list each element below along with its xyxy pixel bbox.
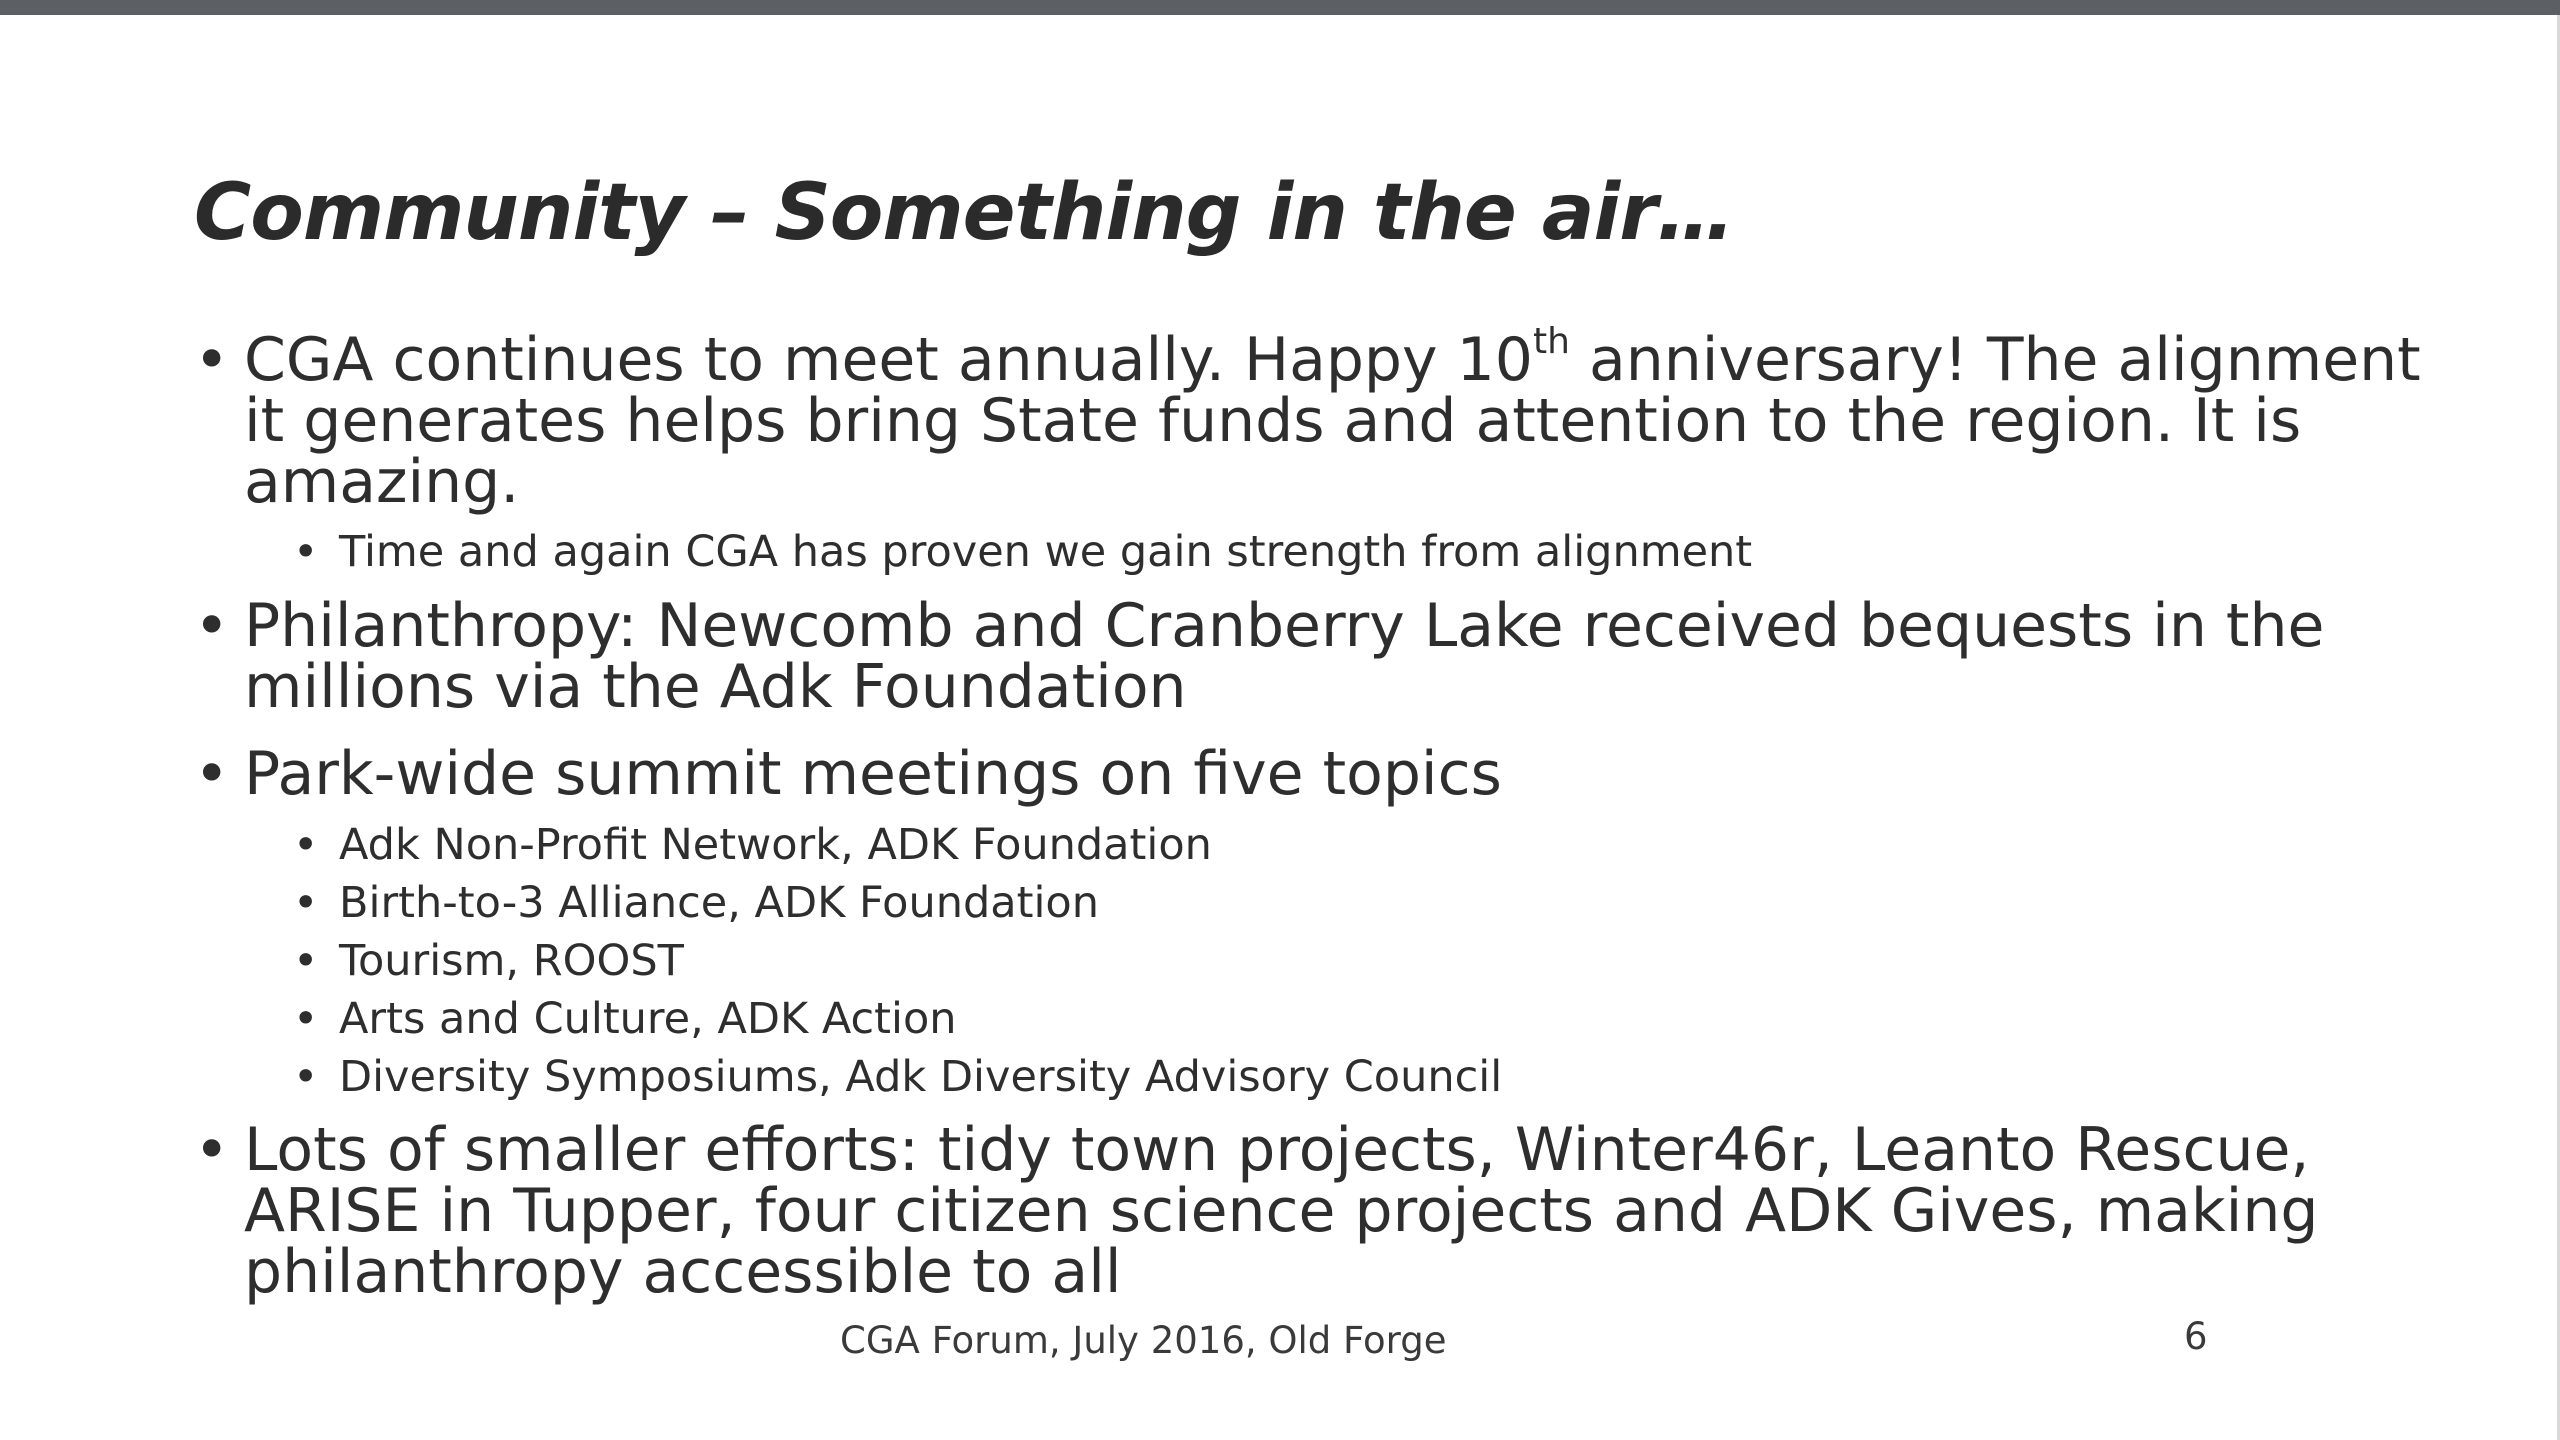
sub-bullet-dot: •: [293, 527, 319, 577]
sub-bullet-dot: •: [293, 1052, 319, 1102]
bullet-line: amazing.: [244, 447, 520, 517]
bullet-line: CGA continues to meet annually. Happy 10th anniversary! The alignment: [244, 321, 2421, 395]
sub-bullet-topic: • Adk Non-Profit Network, ADK Foundation: [339, 816, 1212, 874]
bullet-cga-annual-meeting: [194, 321, 2421, 517]
sub-bullet-dot: •: [293, 820, 319, 870]
bullet-line: philanthropy accessible to all: [244, 1237, 1122, 1307]
slide-footer: CGA Forum, July 2016, Old Forge: [840, 1319, 1447, 1362]
top-window-bar: [0, 0, 2560, 15]
bullet-line: Lots of smaller efforts: tidy town projects, Winter46r, Leanto Rescue,: [244, 1115, 2310, 1185]
bullet-line: it generates helps bring State funds and attention to the region. It is: [244, 386, 2302, 456]
slide-title: Community – Something in the air…: [194, 168, 1734, 258]
sub-bullet-dot: •: [293, 936, 319, 986]
sub-bullet-topic: • Birth-to-3 Alliance, ADK Foundation: [339, 874, 1099, 932]
sub-bullet-topic: • Arts and Culture, ADK Action: [339, 990, 957, 1048]
sub-bullet-dot: •: [293, 994, 319, 1044]
superscript-ordinal: th: [1532, 321, 1570, 362]
bullet-summit-meetings: [194, 739, 1502, 809]
bullet-smaller-efforts: [194, 1115, 2319, 1307]
bullet-dot: •: [194, 1115, 230, 1185]
bullet-line: ARISE in Tupper, four citizen science projects and ADK Gives, making: [244, 1176, 2319, 1246]
bullet-philanthropy: [194, 591, 2325, 722]
bullet-line: Philanthropy: Newcomb and Cranberry Lake received bequests in the: [244, 591, 2325, 661]
bullet-line: millions via the Adk Foundation: [244, 652, 1187, 722]
bullet-dot: •: [194, 325, 230, 395]
sub-bullet-dot: •: [293, 878, 319, 928]
bullet-dot: •: [194, 591, 230, 661]
sub-bullet-topic: • Diversity Symposiums, Adk Diversity Advisory Council: [339, 1048, 1502, 1106]
sub-bullet-alignment-strength: • Time and again CGA has proven we gain strength from alignment: [339, 523, 1752, 581]
slide-page-number: 6: [2184, 1315, 2208, 1358]
bullet-line: Park-wide summit meetings on five topics: [244, 739, 1502, 809]
bullet-dot: •: [194, 739, 230, 809]
sub-bullet-topic: • Tourism, ROOST: [339, 932, 684, 990]
